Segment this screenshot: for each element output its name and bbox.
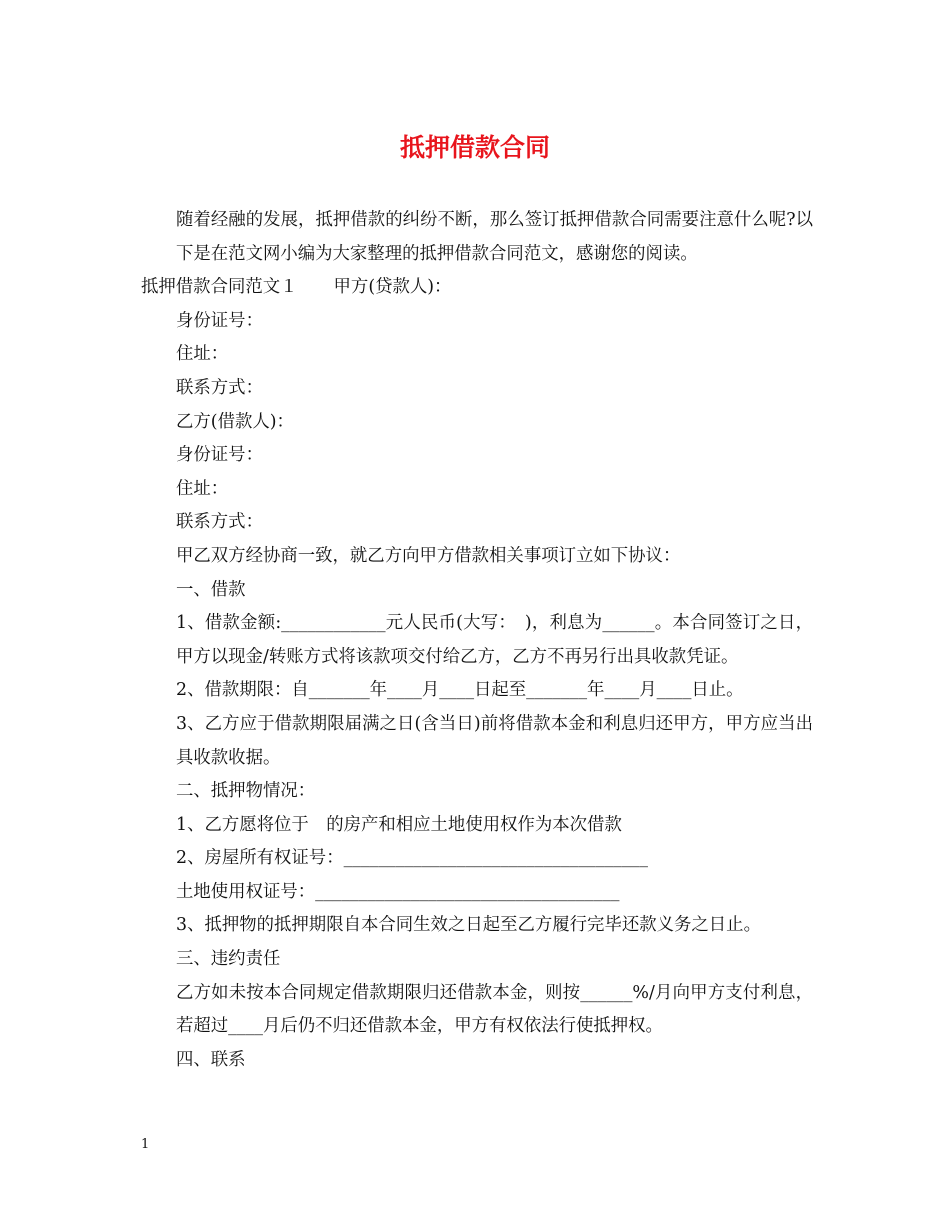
sample-heading-line [141, 271, 813, 305]
party-b-contact: 联系方式： [176, 512, 263, 533]
section3-text: 乙方如未按本合同规定借款期限归还借款本金，则按______%/月向甲方支付利息，若超过____月后仍不归还借款本金，甲方有权依法行使抵押权。 [176, 982, 813, 1037]
party-a-contact: 联系方式： [176, 377, 263, 398]
party-b-id: 身份证号： [176, 445, 263, 466]
agreement-statement: 甲乙双方经协商一致，就乙方向甲方借款相关事项订立如下协议： [176, 545, 681, 566]
section2-item2: 2、房屋所有权证号：___________________________________ [176, 848, 648, 869]
party-b-label: 乙方(借款人)： [176, 411, 294, 432]
section2-title: 二、抵押物情况： [176, 781, 316, 802]
intro-paragraph: 随着经融的发展，抵押借款的纠纷不断，那么签订抵押借款合同需要注意什么呢?以下是在范文网小编为大家整理的抵押借款合同范文，感谢您的阅读。 [176, 210, 813, 264]
section1-item1: 1、借款金额:____________元人民币(大写： )，利息为______。本合同签订之日，甲方以现金/转账方式将该款项交付给乙方，乙方不再另行出具收款凭证。 [176, 613, 813, 667]
party-a-address: 住址： [176, 344, 229, 365]
document-title: 抵押借款合同 [399, 133, 550, 162]
party-a-id: 身份证号： [176, 310, 263, 331]
section3-title: 三、违约责任 [176, 949, 281, 970]
page-number: 1 [141, 1137, 150, 1152]
document-body [141, 204, 813, 1077]
section1-title: 一、借款 [176, 579, 246, 600]
section4-title: 四、联系 [176, 1049, 246, 1070]
party-b-address: 住址： [176, 478, 229, 499]
sample-heading: 抵押借款合同范文１ [141, 277, 298, 298]
party-a-label: 甲方(贷款人)： [333, 277, 452, 298]
section2-item3: 3、抵押物的抵押期限自本合同生效之日起至乙方履行完毕还款义务之日止。 [176, 915, 761, 936]
section1-item3: 3、乙方应于借款期限届满之日(含当日)前将借款本金和利息归还甲方，甲方应当出具收款收据。 [176, 713, 813, 768]
section2-land: 土地使用权证号：___________________________________ [176, 881, 620, 902]
section2-item1: 1、乙方愿将位于 的房产和相应土地使用权作为本次借款 [176, 814, 622, 835]
section1-item2: 2、借款期限：自_______年____月____日起至_______年____月____日止。 [176, 680, 744, 701]
